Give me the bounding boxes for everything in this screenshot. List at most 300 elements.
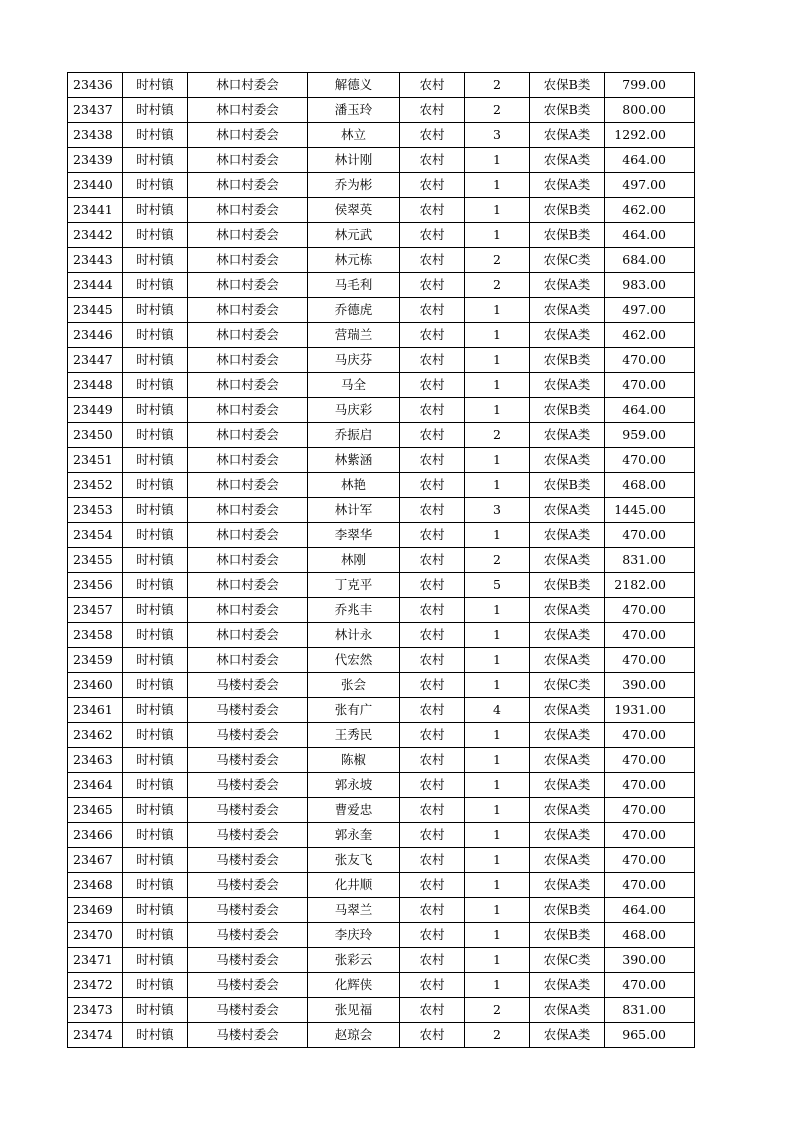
cell-id: 23454 [68,523,123,548]
cell-village: 林口村委会 [188,223,308,248]
cell-id: 23457 [68,598,123,623]
cell-amount: 464.00 [605,898,695,923]
cell-name: 赵琼会 [308,1023,400,1048]
cell-category: 农保A类 [530,598,605,623]
cell-village: 林口村委会 [188,523,308,548]
cell-town: 时村镇 [123,823,188,848]
table-row [68,448,695,473]
cell-category: 农保A类 [530,973,605,998]
cell-category: 农保A类 [530,498,605,523]
cell-town: 时村镇 [123,273,188,298]
cell-amount: 800.00 [605,98,695,123]
cell-town: 时村镇 [123,123,188,148]
cell-type: 农村 [400,648,465,673]
cell-count: 1 [465,823,530,848]
table-row [68,73,695,98]
cell-count: 1 [465,948,530,973]
cell-name: 林紫涵 [308,448,400,473]
cell-amount: 470.00 [605,773,695,798]
cell-id: 23464 [68,773,123,798]
cell-count: 1 [465,323,530,348]
cell-count: 1 [465,798,530,823]
table-row [68,223,695,248]
cell-count: 4 [465,698,530,723]
cell-count: 2 [465,548,530,573]
cell-town: 时村镇 [123,223,188,248]
cell-village: 林口村委会 [188,323,308,348]
cell-count: 2 [465,248,530,273]
cell-category: 农保A类 [530,423,605,448]
cell-type: 农村 [400,848,465,873]
cell-name: 乔德虎 [308,298,400,323]
cell-name: 代宏然 [308,648,400,673]
cell-town: 时村镇 [123,773,188,798]
cell-id: 23447 [68,348,123,373]
cell-id: 23443 [68,248,123,273]
cell-amount: 470.00 [605,823,695,848]
table-row [68,373,695,398]
cell-town: 时村镇 [123,198,188,223]
cell-category: 农保A类 [530,698,605,723]
cell-village: 马楼村委会 [188,923,308,948]
cell-amount: 462.00 [605,198,695,223]
table-row [68,973,695,998]
cell-id: 23440 [68,173,123,198]
cell-id: 23453 [68,498,123,523]
cell-name: 林元武 [308,223,400,248]
cell-name: 李翠华 [308,523,400,548]
cell-town: 时村镇 [123,1023,188,1048]
cell-category: 农保A类 [530,273,605,298]
cell-town: 时村镇 [123,398,188,423]
cell-count: 1 [465,623,530,648]
cell-town: 时村镇 [123,998,188,1023]
cell-name: 马庆彩 [308,398,400,423]
cell-village: 林口村委会 [188,173,308,198]
cell-type: 农村 [400,573,465,598]
cell-amount: 390.00 [605,948,695,973]
table-row [68,773,695,798]
cell-count: 1 [465,723,530,748]
cell-type: 农村 [400,523,465,548]
table-row [68,823,695,848]
cell-count: 1 [465,348,530,373]
cell-village: 林口村委会 [188,398,308,423]
cell-village: 马楼村委会 [188,823,308,848]
cell-amount: 464.00 [605,398,695,423]
cell-category: 农保A类 [530,648,605,673]
cell-town: 时村镇 [123,423,188,448]
cell-name: 郭永坡 [308,773,400,798]
cell-category: 农保A类 [530,123,605,148]
cell-type: 农村 [400,348,465,373]
cell-id: 23473 [68,998,123,1023]
cell-count: 2 [465,998,530,1023]
cell-village: 马楼村委会 [188,748,308,773]
cell-town: 时村镇 [123,323,188,348]
cell-town: 时村镇 [123,73,188,98]
cell-village: 林口村委会 [188,273,308,298]
cell-count: 2 [465,423,530,448]
cell-village: 林口村委会 [188,123,308,148]
cell-village: 马楼村委会 [188,998,308,1023]
cell-type: 农村 [400,373,465,398]
cell-category: 农保A类 [530,548,605,573]
cell-amount: 470.00 [605,448,695,473]
cell-category: 农保C类 [530,948,605,973]
cell-type: 农村 [400,548,465,573]
cell-id: 23455 [68,548,123,573]
cell-type: 农村 [400,673,465,698]
cell-town: 时村镇 [123,598,188,623]
cell-amount: 470.00 [605,973,695,998]
cell-village: 马楼村委会 [188,898,308,923]
cell-town: 时村镇 [123,648,188,673]
cell-town: 时村镇 [123,723,188,748]
cell-name: 张有广 [308,698,400,723]
cell-village: 马楼村委会 [188,848,308,873]
cell-type: 农村 [400,198,465,223]
cell-name: 侯翠英 [308,198,400,223]
table-row [68,698,695,723]
table-row [68,623,695,648]
cell-village: 林口村委会 [188,298,308,323]
cell-name: 化辉侠 [308,973,400,998]
table-row [68,198,695,223]
table-row [68,248,695,273]
table-row [68,798,695,823]
cell-name: 曹爱忠 [308,798,400,823]
cell-category: 农保A类 [530,798,605,823]
cell-count: 1 [465,173,530,198]
table-row [68,173,695,198]
cell-type: 农村 [400,698,465,723]
cell-village: 马楼村委会 [188,673,308,698]
cell-count: 1 [465,398,530,423]
cell-amount: 462.00 [605,323,695,348]
cell-town: 时村镇 [123,173,188,198]
cell-category: 农保B类 [530,73,605,98]
cell-type: 农村 [400,1023,465,1048]
cell-name: 马毛利 [308,273,400,298]
cell-name: 乔为彬 [308,173,400,198]
cell-name: 李庆玲 [308,923,400,948]
cell-amount: 497.00 [605,173,695,198]
cell-name: 乔振启 [308,423,400,448]
cell-village: 林口村委会 [188,198,308,223]
cell-id: 23437 [68,98,123,123]
cell-count: 1 [465,148,530,173]
cell-village: 马楼村委会 [188,698,308,723]
cell-count: 1 [465,748,530,773]
cell-id: 23471 [68,948,123,973]
cell-category: 农保A类 [530,173,605,198]
cell-category: 农保B类 [530,223,605,248]
cell-amount: 470.00 [605,723,695,748]
cell-village: 林口村委会 [188,248,308,273]
cell-village: 林口村委会 [188,373,308,398]
table-row [68,498,695,523]
cell-town: 时村镇 [123,248,188,273]
cell-amount: 1931.00 [605,698,695,723]
cell-name: 营瑞兰 [308,323,400,348]
cell-name: 乔兆丰 [308,598,400,623]
cell-category: 农保A类 [530,823,605,848]
cell-category: 农保A类 [530,323,605,348]
cell-type: 农村 [400,823,465,848]
cell-amount: 470.00 [605,798,695,823]
cell-name: 马翠兰 [308,898,400,923]
cell-amount: 470.00 [605,373,695,398]
cell-village: 马楼村委会 [188,873,308,898]
cell-amount: 470.00 [605,873,695,898]
cell-amount: 983.00 [605,273,695,298]
cell-type: 农村 [400,148,465,173]
cell-category: 农保B类 [530,98,605,123]
table-row [68,673,695,698]
cell-id: 23449 [68,398,123,423]
cell-id: 23451 [68,448,123,473]
cell-type: 农村 [400,748,465,773]
table-row [68,273,695,298]
cell-count: 1 [465,773,530,798]
cell-town: 时村镇 [123,848,188,873]
cell-amount: 390.00 [605,673,695,698]
cell-village: 林口村委会 [188,623,308,648]
data-table [67,72,695,1048]
cell-id: 23445 [68,298,123,323]
cell-category: 农保A类 [530,773,605,798]
cell-amount: 468.00 [605,923,695,948]
cell-town: 时村镇 [123,873,188,898]
cell-name: 郭永奎 [308,823,400,848]
cell-name: 丁克平 [308,573,400,598]
cell-type: 农村 [400,448,465,473]
cell-amount: 831.00 [605,548,695,573]
cell-category: 农保A类 [530,848,605,873]
cell-id: 23469 [68,898,123,923]
table-row [68,648,695,673]
cell-name: 陈椒 [308,748,400,773]
table-row [68,473,695,498]
cell-village: 林口村委会 [188,73,308,98]
cell-village: 林口村委会 [188,473,308,498]
cell-amount: 470.00 [605,748,695,773]
cell-id: 23442 [68,223,123,248]
cell-id: 23450 [68,423,123,448]
cell-category: 农保B类 [530,923,605,948]
cell-category: 农保B类 [530,398,605,423]
cell-category: 农保B类 [530,573,605,598]
cell-town: 时村镇 [123,298,188,323]
cell-town: 时村镇 [123,448,188,473]
cell-type: 农村 [400,723,465,748]
cell-town: 时村镇 [123,473,188,498]
table-row [68,298,695,323]
table-row [68,1023,695,1048]
cell-count: 1 [465,473,530,498]
cell-category: 农保A类 [530,1023,605,1048]
table-row [68,848,695,873]
cell-town: 时村镇 [123,623,188,648]
cell-count: 1 [465,198,530,223]
cell-town: 时村镇 [123,973,188,998]
cell-count: 1 [465,873,530,898]
cell-town: 时村镇 [123,573,188,598]
cell-amount: 470.00 [605,648,695,673]
cell-count: 2 [465,1023,530,1048]
table-row [68,348,695,373]
cell-type: 农村 [400,498,465,523]
cell-id: 23470 [68,923,123,948]
cell-id: 23458 [68,623,123,648]
cell-count: 1 [465,298,530,323]
cell-type: 农村 [400,798,465,823]
cell-village: 林口村委会 [188,573,308,598]
cell-village: 林口村委会 [188,598,308,623]
cell-category: 农保A类 [530,373,605,398]
cell-count: 1 [465,848,530,873]
cell-id: 23461 [68,698,123,723]
cell-category: 农保B类 [530,473,605,498]
cell-id: 23436 [68,73,123,98]
cell-village: 马楼村委会 [188,798,308,823]
table-row [68,923,695,948]
cell-type: 农村 [400,623,465,648]
cell-category: 农保A类 [530,523,605,548]
cell-id: 23466 [68,823,123,848]
cell-id: 23441 [68,198,123,223]
table-row [68,423,695,448]
table-row [68,748,695,773]
cell-amount: 2182.00 [605,573,695,598]
cell-id: 23448 [68,373,123,398]
cell-name: 林计刚 [308,148,400,173]
cell-type: 农村 [400,923,465,948]
cell-village: 林口村委会 [188,648,308,673]
cell-town: 时村镇 [123,798,188,823]
cell-type: 农村 [400,873,465,898]
cell-name: 潘玉玲 [308,98,400,123]
cell-count: 1 [465,898,530,923]
cell-town: 时村镇 [123,898,188,923]
cell-count: 1 [465,448,530,473]
cell-count: 1 [465,673,530,698]
cell-category: 农保C类 [530,673,605,698]
cell-type: 农村 [400,898,465,923]
cell-name: 林元栋 [308,248,400,273]
cell-amount: 470.00 [605,523,695,548]
cell-name: 化井顺 [308,873,400,898]
cell-type: 农村 [400,223,465,248]
cell-category: 农保A类 [530,298,605,323]
cell-category: 农保A类 [530,448,605,473]
cell-village: 林口村委会 [188,498,308,523]
cell-category: 农保A类 [530,873,605,898]
cell-type: 农村 [400,773,465,798]
cell-category: 农保C类 [530,248,605,273]
cell-id: 23472 [68,973,123,998]
cell-count: 2 [465,98,530,123]
cell-amount: 464.00 [605,148,695,173]
cell-amount: 1445.00 [605,498,695,523]
table-row [68,723,695,748]
cell-count: 3 [465,123,530,148]
cell-type: 农村 [400,948,465,973]
cell-id: 23456 [68,573,123,598]
cell-name: 林刚 [308,548,400,573]
cell-type: 农村 [400,273,465,298]
cell-town: 时村镇 [123,498,188,523]
cell-village: 林口村委会 [188,148,308,173]
cell-amount: 470.00 [605,848,695,873]
cell-type: 农村 [400,598,465,623]
cell-village: 林口村委会 [188,348,308,373]
cell-category: 农保B类 [530,198,605,223]
cell-count: 1 [465,598,530,623]
table-row [68,898,695,923]
cell-id: 23467 [68,848,123,873]
cell-category: 农保A类 [530,723,605,748]
cell-village: 林口村委会 [188,98,308,123]
table-row [68,948,695,973]
cell-count: 5 [465,573,530,598]
cell-name: 张友飞 [308,848,400,873]
cell-name: 王秀民 [308,723,400,748]
cell-amount: 470.00 [605,623,695,648]
cell-count: 1 [465,523,530,548]
cell-amount: 470.00 [605,348,695,373]
cell-amount: 965.00 [605,1023,695,1048]
cell-id: 23438 [68,123,123,148]
cell-town: 时村镇 [123,148,188,173]
cell-category: 农保A类 [530,998,605,1023]
cell-id: 23459 [68,648,123,673]
cell-town: 时村镇 [123,348,188,373]
cell-category: 农保B类 [530,348,605,373]
cell-town: 时村镇 [123,698,188,723]
cell-id: 23463 [68,748,123,773]
cell-name: 林计永 [308,623,400,648]
cell-id: 23465 [68,798,123,823]
table-row [68,573,695,598]
cell-count: 1 [465,373,530,398]
cell-id: 23474 [68,1023,123,1048]
cell-count: 3 [465,498,530,523]
cell-type: 农村 [400,123,465,148]
table-row [68,523,695,548]
cell-category: 农保A类 [530,148,605,173]
cell-amount: 464.00 [605,223,695,248]
cell-village: 马楼村委会 [188,1023,308,1048]
cell-type: 农村 [400,248,465,273]
cell-name: 林计军 [308,498,400,523]
cell-name: 张见福 [308,998,400,1023]
cell-name: 林立 [308,123,400,148]
table-row [68,998,695,1023]
cell-name: 张会 [308,673,400,698]
cell-name: 解德义 [308,73,400,98]
cell-name: 张彩云 [308,948,400,973]
cell-type: 农村 [400,423,465,448]
cell-count: 1 [465,923,530,948]
cell-town: 时村镇 [123,948,188,973]
cell-id: 23446 [68,323,123,348]
cell-amount: 959.00 [605,423,695,448]
cell-id: 23439 [68,148,123,173]
table-row [68,123,695,148]
cell-town: 时村镇 [123,98,188,123]
